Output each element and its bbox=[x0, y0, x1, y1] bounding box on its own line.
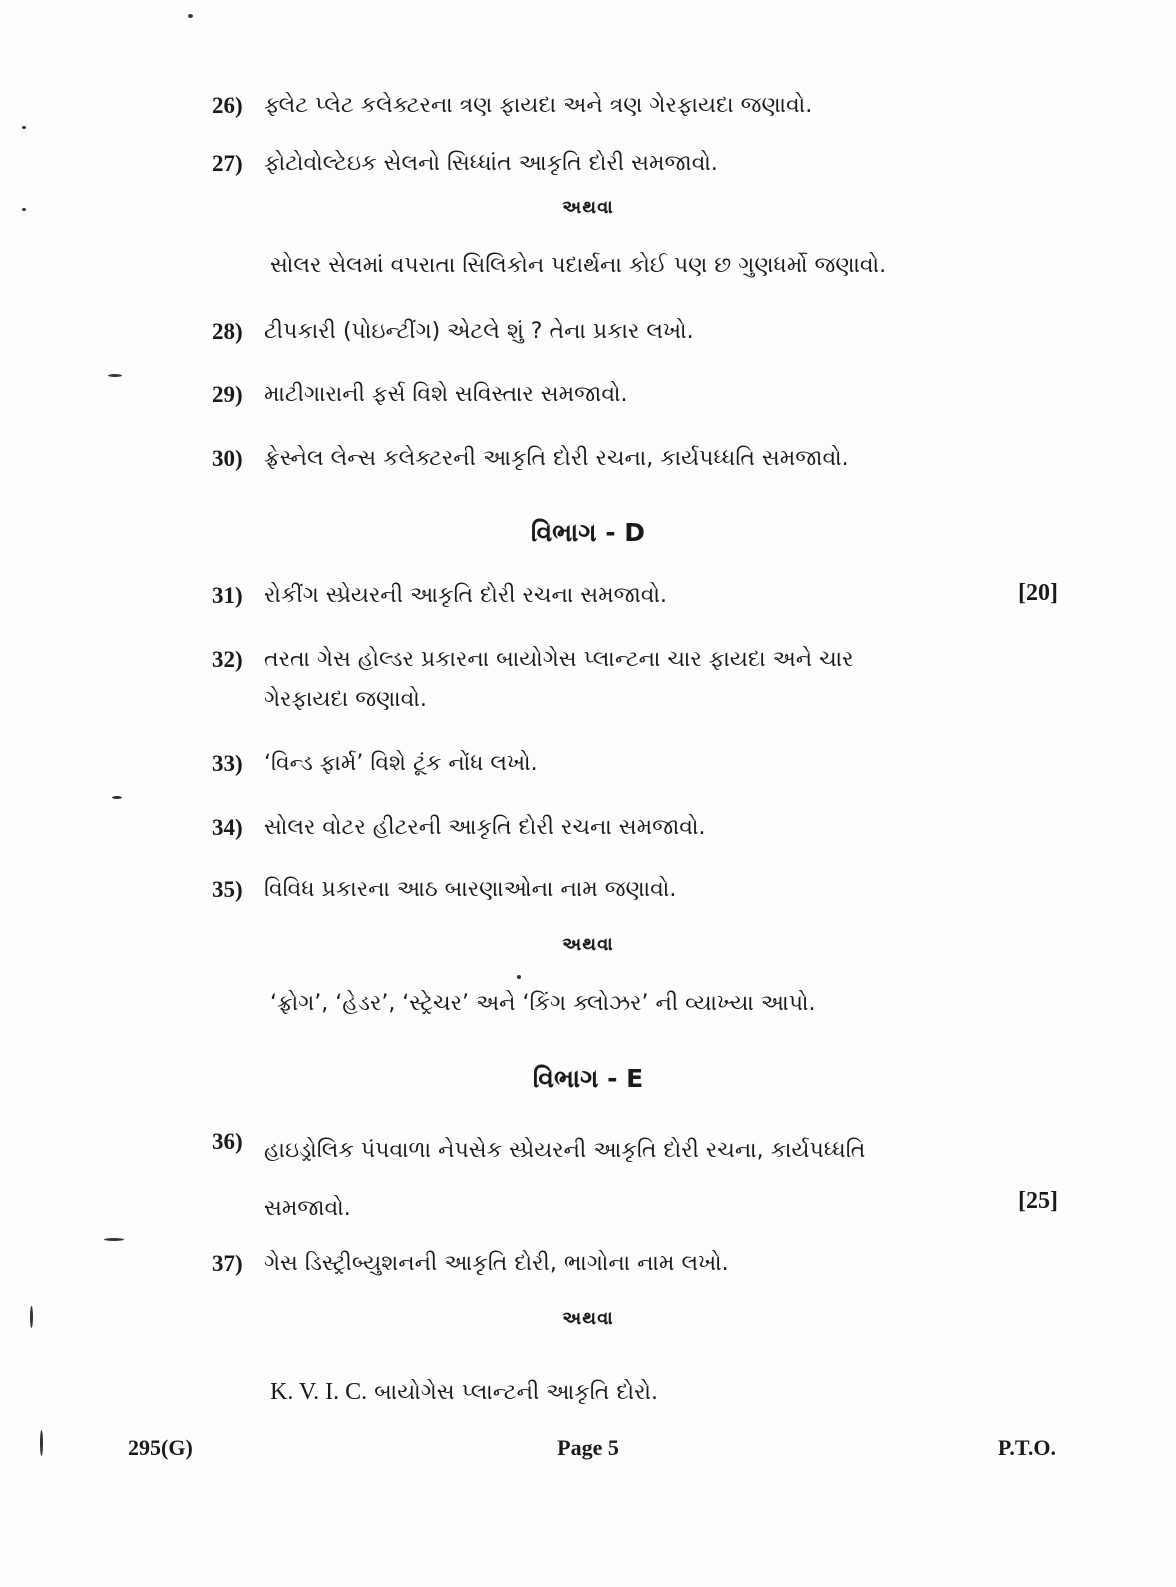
scan-speck bbox=[188, 14, 193, 18]
scan-speck bbox=[22, 208, 26, 211]
or-label: અથવા bbox=[562, 197, 614, 218]
question-text: ‘વિન્ડ ફાર્મ’ વિશે ટૂંક નોંધ લખો. bbox=[264, 751, 538, 776]
page-number: Page 5 bbox=[557, 1435, 619, 1460]
section-e-marks: [25] bbox=[1018, 1188, 1058, 1214]
scan-speck bbox=[108, 374, 122, 377]
question-29 bbox=[212, 375, 1012, 416]
section-d-heading: વિભાગ - D bbox=[530, 518, 646, 547]
question-text: ફ્રેસ્નેલ લેન્સ કલેક્ટરની આકૃતિ દોરી રચના, કાર્યપધ્ધતિ સમજાવો. bbox=[264, 446, 849, 471]
paper-code: 295(G) bbox=[128, 1435, 193, 1460]
question-28 bbox=[212, 312, 1012, 353]
alternative-text: બાયોગેસ પ્લાન્ટની આકૃતિ દોરો. bbox=[374, 1380, 659, 1405]
pto-label: P.T.O. bbox=[997, 1435, 1056, 1460]
question-35-alternative: ‘ફ્રોગ’, ‘હેડર’, ‘સ્ટ્રેચર’ અને ‘કિંગ ક્લોઝર’ ની વ્યાખ્યા આપો. bbox=[270, 991, 816, 1016]
question-30 bbox=[212, 439, 1012, 480]
question-text: હાઇડ્રોલિક પંપવાળા નેપસેક સ્પ્રેયરની આકૃતિ દોરી રચના, કાર્યપધ્ધતિ સમજાવો. bbox=[264, 1138, 866, 1221]
question-number: 30) bbox=[212, 446, 243, 471]
question-number: 35) bbox=[212, 877, 243, 902]
question-number: 33) bbox=[212, 751, 243, 776]
question-number: 26) bbox=[212, 93, 243, 118]
scan-speck bbox=[30, 1306, 33, 1328]
kvic-abbreviation: K. V. I. C. bbox=[270, 1379, 368, 1405]
question-number: 36) bbox=[212, 1129, 243, 1154]
scan-speck bbox=[22, 126, 26, 129]
question-text: માટીગારાની ફર્સ વિશે સવિસ્તાર સમજાવો. bbox=[264, 382, 628, 407]
or-label: અથવા bbox=[562, 1308, 614, 1329]
or-label: અથવા bbox=[562, 934, 614, 955]
section-d-marks: [20] bbox=[1018, 580, 1058, 606]
question-text: સોલર વોટર હીટરની આકૃતિ દોરી રચના સમજાવો. bbox=[264, 815, 706, 840]
question-36 bbox=[212, 1122, 1012, 1238]
question-32 bbox=[212, 640, 1012, 720]
question-text: તરતા ગેસ હોલ્ડર પ્રકારના બાયોગેસ પ્લાન્ટના ચાર ફાયદા અને ચાર ગેરફાયદા જણાવો. bbox=[264, 647, 854, 712]
scan-speck bbox=[517, 975, 521, 979]
question-31 bbox=[212, 576, 1012, 617]
question-27-alternative: સોલર સેલમાં વપરાતા સિલિકોન પદાર્થના કોઈ પણ છ ગુણધર્મો જણાવો. bbox=[270, 253, 887, 278]
scan-speck bbox=[112, 796, 122, 799]
question-text: વિવિધ પ્રકારના આઠ બારણાઓના નામ જણાવો. bbox=[264, 877, 677, 902]
question-number: 29) bbox=[212, 382, 243, 407]
question-text: ફોટોવોલ્ટેઇક સેલનો સિધ્ધાંત આકૃતિ દોરી સમજાવો. bbox=[264, 151, 718, 176]
question-33 bbox=[212, 744, 1012, 785]
question-27 bbox=[212, 144, 1012, 185]
question-text: ગેસ ડિસ્ટ્રીબ્યુશનની આકૃતિ દોરી, ભાગોના નામ લખો. bbox=[264, 1251, 729, 1276]
scan-speck bbox=[104, 1238, 124, 1241]
question-number: 37) bbox=[212, 1251, 243, 1276]
question-37 bbox=[212, 1244, 1012, 1285]
question-text: રોકીંગ સ્પ્રેયરની આકૃતિ દોરી રચના સમજાવો. bbox=[264, 583, 668, 608]
question-text: ફ્લેટ પ્લેટ કલેક્ટરના ત્રણ ફાયદા અને ત્રણ ગેરફાયદા જણાવો. bbox=[264, 93, 813, 118]
question-number: 27) bbox=[212, 151, 243, 176]
question-number: 34) bbox=[212, 815, 243, 840]
question-number: 31) bbox=[212, 583, 243, 608]
section-e-heading: વિભાગ - E bbox=[532, 1064, 644, 1093]
question-text: ટીપકારી (પોઇન્ટીંગ) એટલે શું ? તેના પ્રકાર લખો. bbox=[264, 319, 694, 344]
question-number: 28) bbox=[212, 319, 243, 344]
question-26 bbox=[212, 86, 1012, 127]
question-34 bbox=[212, 808, 1012, 849]
question-35 bbox=[212, 870, 1012, 911]
question-number: 32) bbox=[212, 647, 243, 672]
scan-speck bbox=[40, 1430, 43, 1456]
question-37-alternative bbox=[270, 1372, 658, 1413]
